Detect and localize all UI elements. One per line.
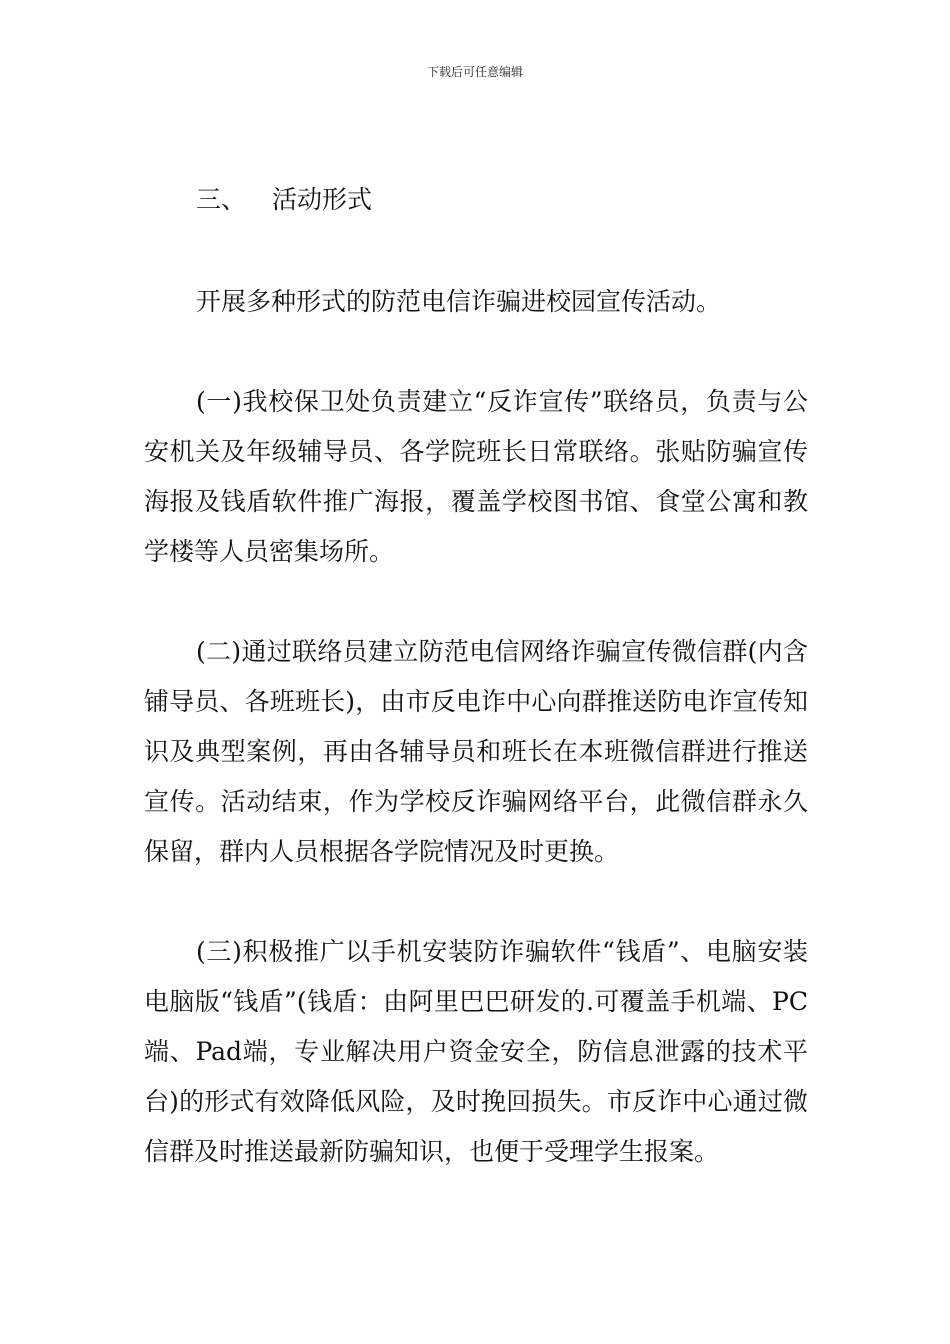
section-title: 活动形式	[272, 185, 373, 214]
paragraph-1: (一)我校保卫处负责建立“反诈宣传”联络员，负责与公安机关及年级辅导员、各学院班长日常联络。张贴防骗宣传海报及钱盾软件推广海报，覆盖学校图书馆、食堂公寓和教学楼等人员密集场所。	[144, 387, 808, 566]
paragraph-2: (二)通过联络员建立防范电信网络诈骗宣传微信群(内含铺导员、各班班长)，由市反电诈中心向群推送防电诈宣传知识及典型案例，再由各辅导员和班长在本班微信群进行推送宣传。活动结束，作为学校反诈骗网络平台，此微信群永久保留，群内人员根据各学院情况及时更换。	[144, 637, 808, 866]
section-number: 三、	[196, 185, 247, 214]
document-body	[144, 178, 808, 1177]
paragraph-3: (三)积极推广以手机安装防诈骗软件“钱盾”、电脑安装电脑版“钱盾”(钱盾：由阿里巴巴研发的.可覆盖手机端、PC端、Pad端，专业解决用户资金安全，防信息泄露的技术平台)的形式有效降低风险，及时挽回损失。市反诈中心通过微信群及时推送最新防骗知识，也便于受理学生报案。	[144, 937, 808, 1166]
intro-paragraph: 开展多种形式的防范电信诈骗进校园宣传活动。	[196, 287, 722, 316]
page-header: 下载后可任意编辑	[426, 65, 523, 79]
section-heading	[144, 178, 808, 222]
